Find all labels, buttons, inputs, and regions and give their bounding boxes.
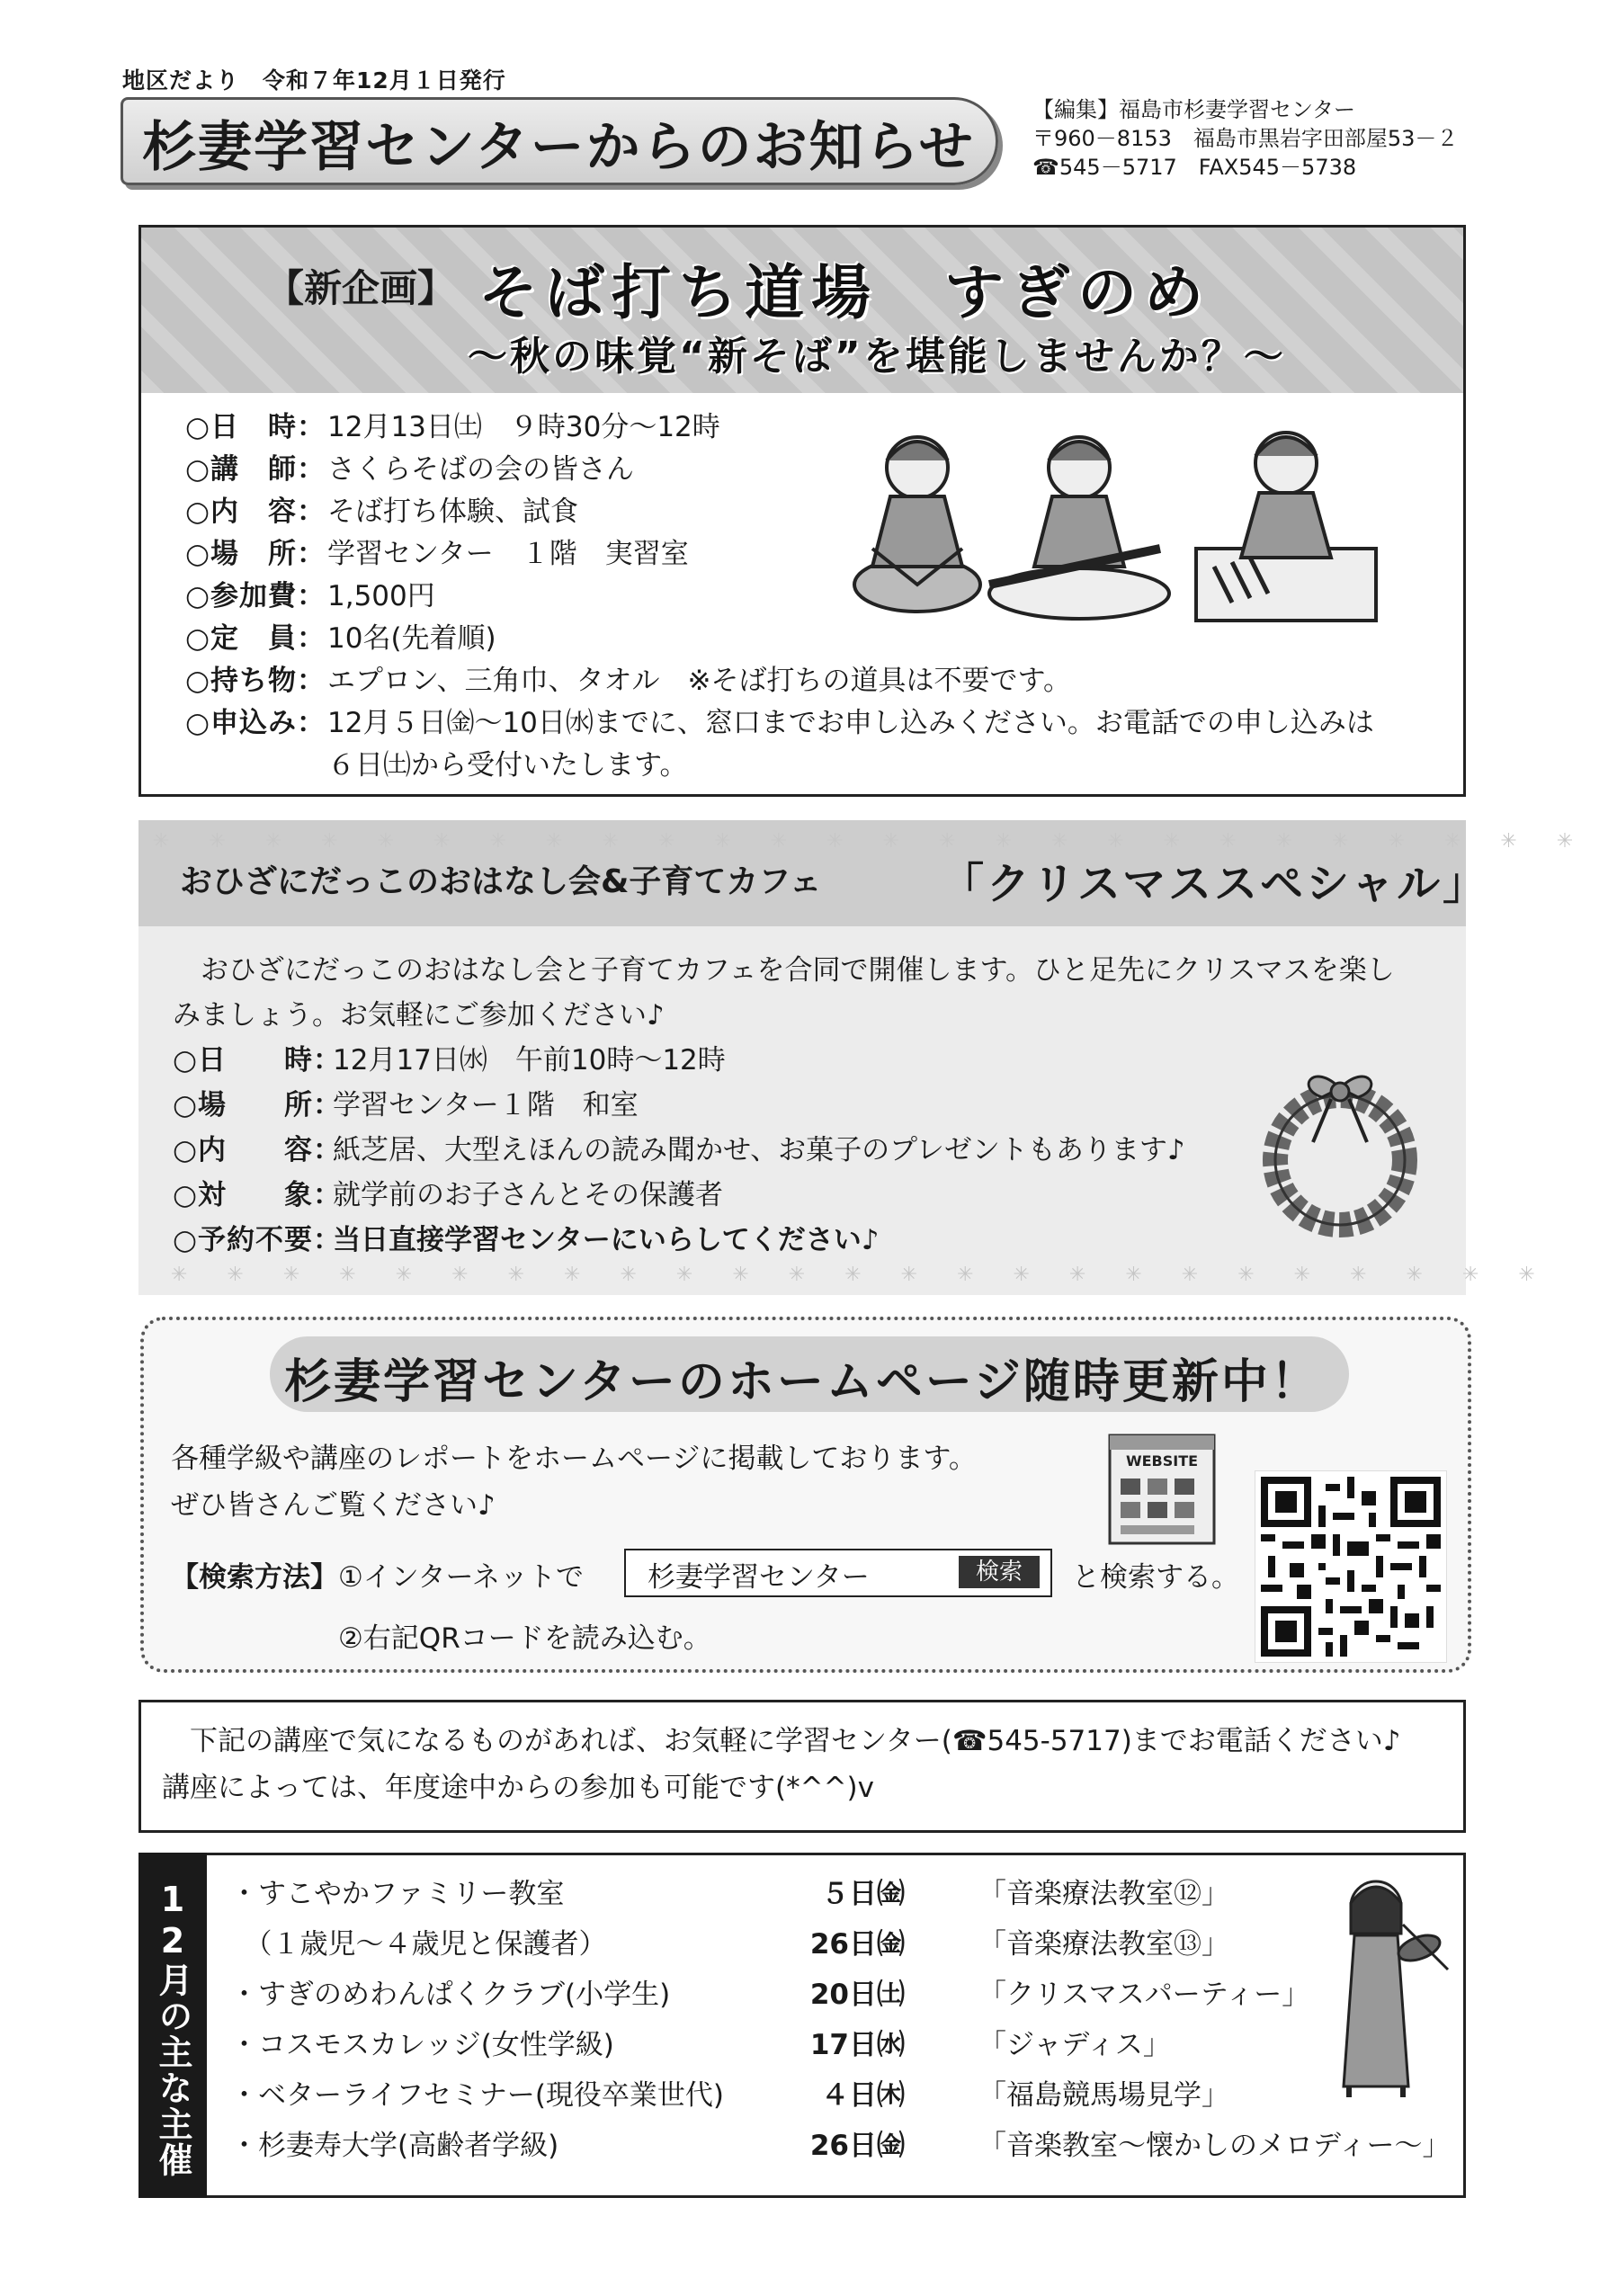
xmas-title-left: おひざにだっこのおはなし会&子育てカフェ [180, 863, 822, 900]
homepage-line: ぜひ皆さんご覧ください♪ [171, 1489, 496, 1522]
soba-value: エプロン、三角巾、タオル ※そば打ちの道具は不要です。 [327, 665, 1072, 697]
event-date: 26日㈮ [809, 1928, 905, 1961]
soba-value: 学習センター １階 実習室 [327, 538, 689, 570]
soba-label: ○申込み： [185, 707, 326, 739]
snowflake-icon: ✳ ✳ ✳ ✳ ✳ ✳ ✳ ✳ ✳ ✳ ✳ ✳ ✳ ✳ ✳ ✳ ✳ ✳ ✳ ✳ ✳ ✳ ✳ ✳ ✳ ✳ [153, 830, 1574, 853]
xmas-label: ○内 容： [173, 1134, 343, 1166]
search-keyword: 杉妻学習センター [648, 1561, 870, 1594]
soba-title: そば打ち道場 すぎのめ [478, 258, 1210, 327]
event-name: ・すぎのめわんぱくクラブ(小学生) [230, 1979, 671, 2011]
wreath-icon [1241, 1052, 1439, 1250]
search-button: 検索 [959, 1556, 1040, 1588]
event-date: 17日㈬ [809, 2029, 905, 2061]
soba-value: 10名(先着順) [327, 622, 496, 655]
snowflake-icon: ✳ ✳ ✳ ✳ ✳ ✳ ✳ ✳ ✳ ✳ ✳ ✳ ✳ ✳ ✳ ✳ ✳ ✳ ✳ ✳ ✳ ✳ ✳ ✳ ✳ [171, 1264, 1535, 1286]
soba-label: ○内 容： [185, 496, 326, 528]
editor-name: 【編集】福島市杉妻学習センター [1032, 97, 1356, 122]
soba-label: ○参加費： [185, 580, 326, 612]
xmas-value: 紙芝居、大型えほんの読み聞かせ、お菓子のプレゼントもあります♪ [333, 1134, 1185, 1166]
event-topic: 「ジャディス」 [978, 2029, 1171, 2061]
event-name: ・杉妻寿大学(高齢者学級) [230, 2130, 559, 2162]
event-date: ４日㈭ [821, 2079, 905, 2112]
soba-value: 1,500円 [327, 580, 435, 612]
soba-value: そば打ち体験、試食 [327, 496, 578, 528]
event-topic: 「音楽療法教室⑫」 [978, 1878, 1229, 1910]
search-step1-tail: と検索する。 [1072, 1561, 1239, 1594]
event-topic: 「クリスマスパーティー」 [978, 1979, 1310, 2011]
homepage-title: 杉妻学習センターのホームページ随時更新中！ [284, 1355, 1320, 1409]
event-name: ・すこやかファミリー教室 [230, 1878, 565, 1910]
soba-label: ○場 所： [185, 538, 326, 570]
event-date: 20日㈯ [809, 1979, 905, 2011]
soba-value: さくらそばの会の皆さん [327, 453, 634, 486]
event-row [230, 2020, 1327, 2070]
event-row [230, 1919, 1327, 1970]
violinist-illustration [1313, 1871, 1457, 2104]
editor-contact: ☎545－5717 FAX545－5738 [1032, 155, 1357, 180]
event-name: ・コスモスカレッジ(女性学級) [230, 2029, 614, 2061]
soba-subtitle: ～秋の味覚“新そば”を堪能しませんか？～ [468, 334, 1286, 380]
event-topic: 「福島競馬場見学」 [978, 2079, 1229, 2112]
xmas-value: 就学前のお子さんとその保護者 [333, 1179, 723, 1211]
event-date: ５日㈮ [821, 1878, 905, 1910]
soba-row-belongings [185, 660, 1462, 702]
xmas-intro-line: みましょう。お気軽にご参加ください♪ [173, 999, 665, 1032]
editor-address: 〒960－8153 福島市黒岩字田部屋53－２ [1032, 126, 1459, 151]
notice-line: 講座によっては、年度途中からの参加も可能です(*^^)v [162, 1772, 874, 1804]
event-row [230, 2070, 1327, 2121]
xmas-value: 当日直接学習センターにいらしてください♪ [333, 1224, 880, 1256]
xmas-value: 学習センター１階 和室 [333, 1089, 639, 1121]
xmas-label: ○場 所： [173, 1089, 343, 1121]
search-step1: ①インターネットで [338, 1561, 585, 1594]
soba-value: 12月13日㈯ ９時30分～12時 [327, 411, 720, 443]
editor-info [1032, 95, 1458, 182]
event-name: ・ベターライフセミナー(現役卒業世代) [230, 2079, 725, 2112]
events-list [230, 1869, 1451, 2171]
qr-code[interactable] [1255, 1471, 1446, 1662]
event-topic: 「音楽教室～懐かしのメロディー～」 [978, 2130, 1451, 2162]
soba-value: 12月５日㈮～10日㈬までに、窓口までお申し込みください。お電話での申し込みは [327, 707, 1374, 739]
soba-label: ○講 師： [185, 453, 326, 486]
event-name: （１歳児～４歳児と保護者） [230, 1928, 607, 1961]
xmas-intro-line: おひざにだっこのおはなし会と子育てカフェを合同で開催します。ひと足先にクリスマスを楽し [173, 954, 1395, 987]
xmas-title-right: 「クリスマススペシャル」 [941, 859, 1489, 909]
homepage-text [171, 1435, 977, 1529]
homepage-line: 各種学級や講座のレポートをホームページに掲載しております。 [171, 1443, 977, 1475]
event-row [230, 1869, 1327, 1919]
issue-line: 地区だより 令和７年12月１日発行 [122, 67, 506, 94]
soba-making-illustration [836, 414, 1394, 630]
search-step2: ②右記QRコードを読み込む。 [338, 1622, 711, 1655]
event-row [230, 2121, 1451, 2171]
event-date: 26日㈮ [809, 2130, 905, 2162]
soba-label: ○日 時： [185, 411, 326, 443]
soba-apply-continued: ６日㈯から受付いたします。 [327, 749, 688, 782]
event-row [230, 1970, 1327, 2020]
search-method-label: 【検索方法】 [171, 1561, 338, 1594]
event-topic: 「音楽療法教室⑬」 [978, 1928, 1229, 1961]
notice-line: 下記の講座で気になるものがあれば、お気軽に学習センター(☎545-5717)までお電話ください♪ [162, 1725, 1401, 1757]
xmas-label: ○対 象： [173, 1179, 343, 1211]
xmas-value: 12月17日㈬ 午前10時～12時 [333, 1044, 726, 1077]
xmas-label: ○日 時： [173, 1044, 343, 1077]
website-icon [1106, 1432, 1218, 1547]
events-side-title: 12月の主な主催事業 [85, 1880, 192, 2178]
notice-text [162, 1718, 1457, 1811]
soba-row-apply [185, 702, 1462, 745]
xmas-label: ○予約不要： [173, 1224, 343, 1256]
soba-label: ○持ち物： [185, 665, 326, 697]
website-label: WEBSITE [1125, 1452, 1199, 1470]
soba-tag: 【新企画】 [266, 266, 456, 310]
page-title: 杉妻学習センターからのお知らせ [142, 116, 975, 179]
soba-label: ○定 員： [185, 622, 326, 655]
